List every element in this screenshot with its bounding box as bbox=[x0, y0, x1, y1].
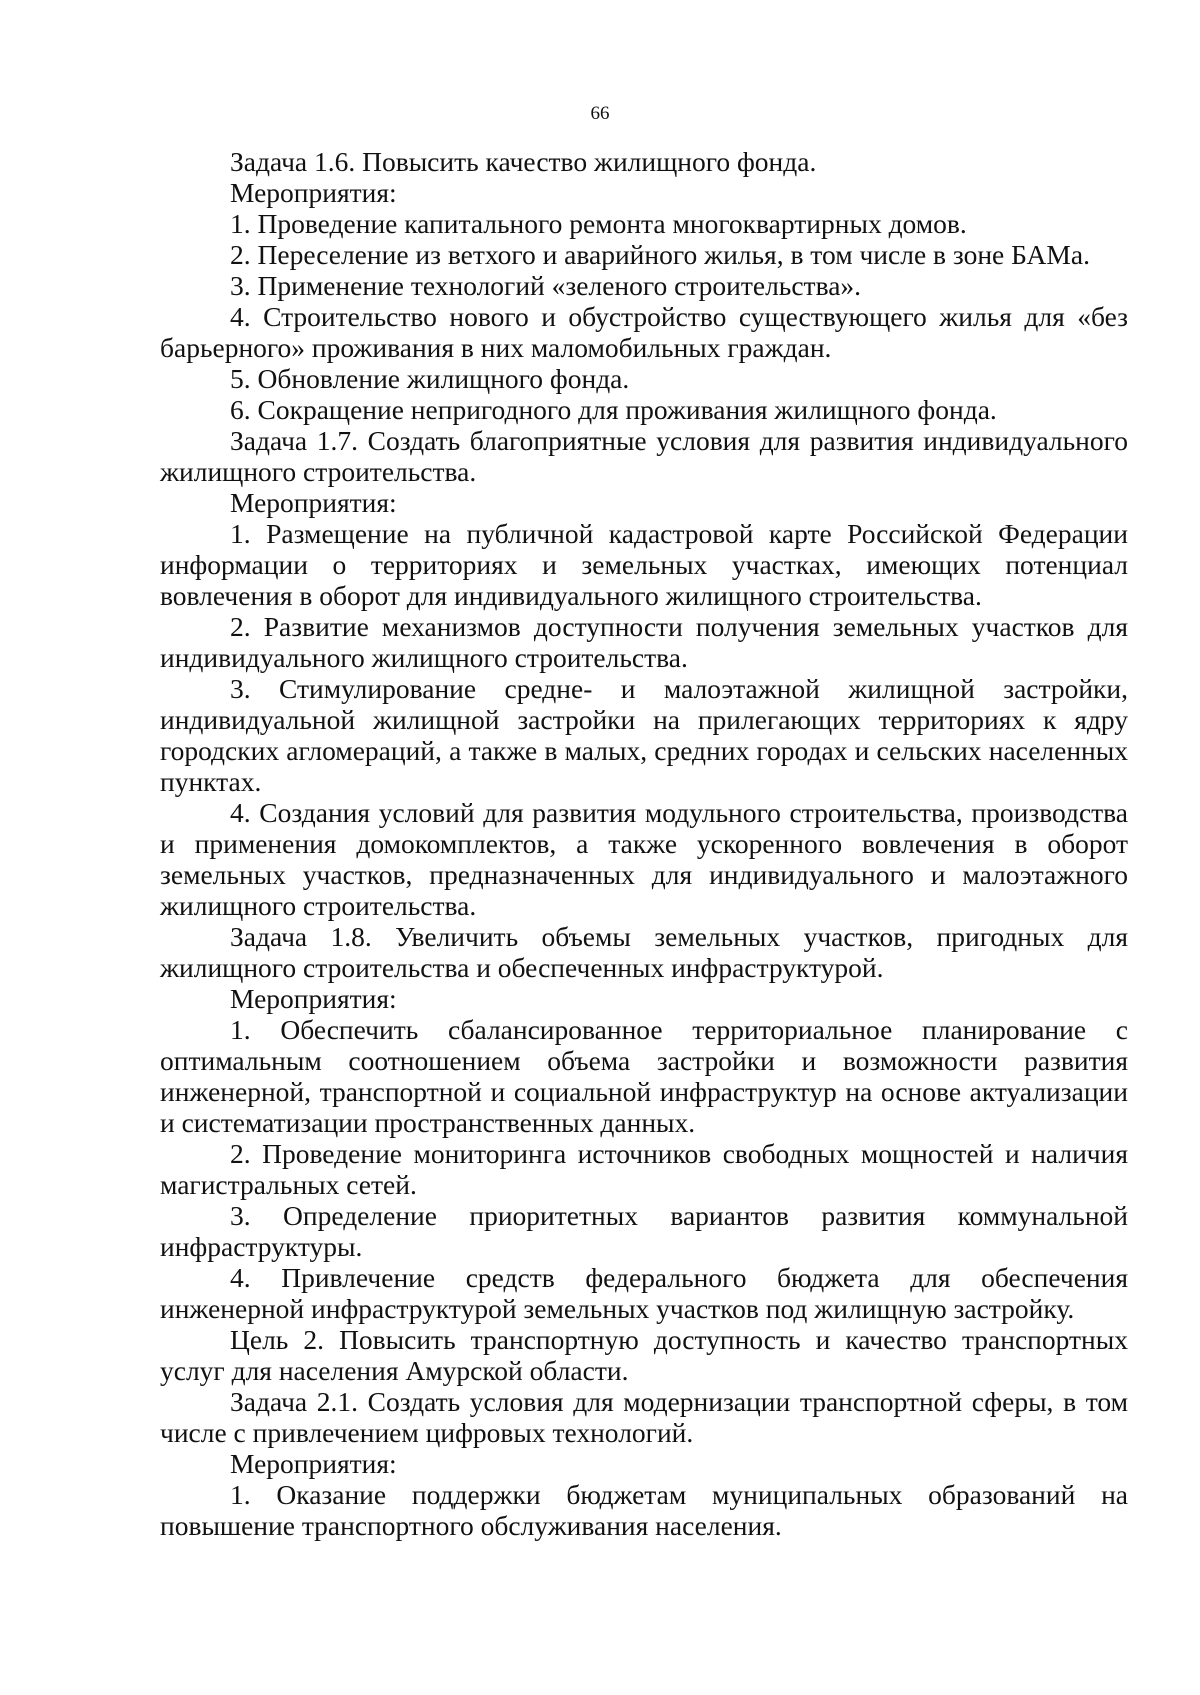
list-item: 5. Обновление жилищного фонда. bbox=[230, 363, 630, 394]
task-heading: Задача 1.8. Увеличить объемы земельных участков, пригодных для жилищного строительства и обеспеченных инфраструктурой. bbox=[160, 921, 1128, 983]
measures-heading: Мероприятия: bbox=[230, 983, 397, 1014]
measures-heading: Мероприятия: bbox=[230, 177, 397, 208]
list-item: 1. Обеспечить сбалансированное территориальное планирование с оптимальным соотношением объема застройки и возможности развития инженерной, транспортной и социальной инфраструктур на основе актуализации и систематизации пространственных данных. bbox=[160, 1014, 1128, 1138]
task-heading: Задача 1.7. Создать благоприятные условия для развития индивидуального жилищного строительства. bbox=[160, 425, 1128, 487]
measures-heading: Мероприятия: bbox=[230, 1448, 397, 1479]
task-heading: Задача 2.1. Создать условия для модернизации транспортной сферы, в том числе с привлечением цифровых технологий. bbox=[160, 1386, 1128, 1448]
list-item: 1. Оказание поддержки бюджетам муниципальных образований на повышение транспортного обслуживания населения. bbox=[160, 1479, 1128, 1541]
list-item: 2. Переселение из ветхого и аварийного жилья, в том числе в зоне БАМа. bbox=[230, 239, 1090, 270]
list-item: 4. Создания условий для развития модульного строительства, производства и применения домокомплектов, а также ускоренного вовлечения в оборот земельных участков, предназначенных для индивидуального и малоэтажного жилищного строительства. bbox=[160, 797, 1128, 921]
list-item: 4. Строительство нового и обустройство существующего жилья для «без барьерного» проживания в них маломобильных граждан. bbox=[160, 301, 1128, 363]
list-item: 6. Сокращение непригодного для проживания жилищного фонда. bbox=[230, 394, 997, 425]
list-item: 3. Определение приоритетных вариантов развития коммунальной инфраструктуры. bbox=[160, 1200, 1128, 1262]
task-heading: Задача 1.6. Повысить качество жилищного фонда. bbox=[230, 146, 817, 177]
goal-heading: Цель 2. Повысить транспортную доступность и качество транспортных услуг для населения Амурской области. bbox=[160, 1324, 1128, 1386]
document-body bbox=[160, 146, 1128, 1541]
list-item: 2. Проведение мониторинга источников свободных мощностей и наличия магистральных сетей. bbox=[160, 1138, 1128, 1200]
list-item: 2. Развитие механизмов доступности получения земельных участков для индивидуального жилищного строительства. bbox=[160, 611, 1128, 673]
list-item: 3. Стимулирование средне- и малоэтажной жилищной застройки, индивидуальной жилищной застройки на прилегающих территориях к ядру городских агломераций, а также в малых, средних городах и сельских населенных пунктах. bbox=[160, 673, 1128, 797]
measures-heading: Мероприятия: bbox=[230, 487, 397, 518]
list-item: 1. Размещение на публичной кадастровой карте Российской Федерации информации о территориях и земельных участках, имеющих потенциал вовлечения в оборот для индивидуального жилищного строительства. bbox=[160, 518, 1128, 611]
list-item: 4. Привлечение средств федерального бюджета для обеспечения инженерной инфраструктурой земельных участков под жилищную застройку. bbox=[160, 1262, 1128, 1324]
page-number: 66 bbox=[590, 103, 610, 124]
list-item: 3. Применение технологий «зеленого строительства». bbox=[230, 270, 862, 301]
list-item: 1. Проведение капитального ремонта многоквартирных домов. bbox=[230, 208, 967, 239]
